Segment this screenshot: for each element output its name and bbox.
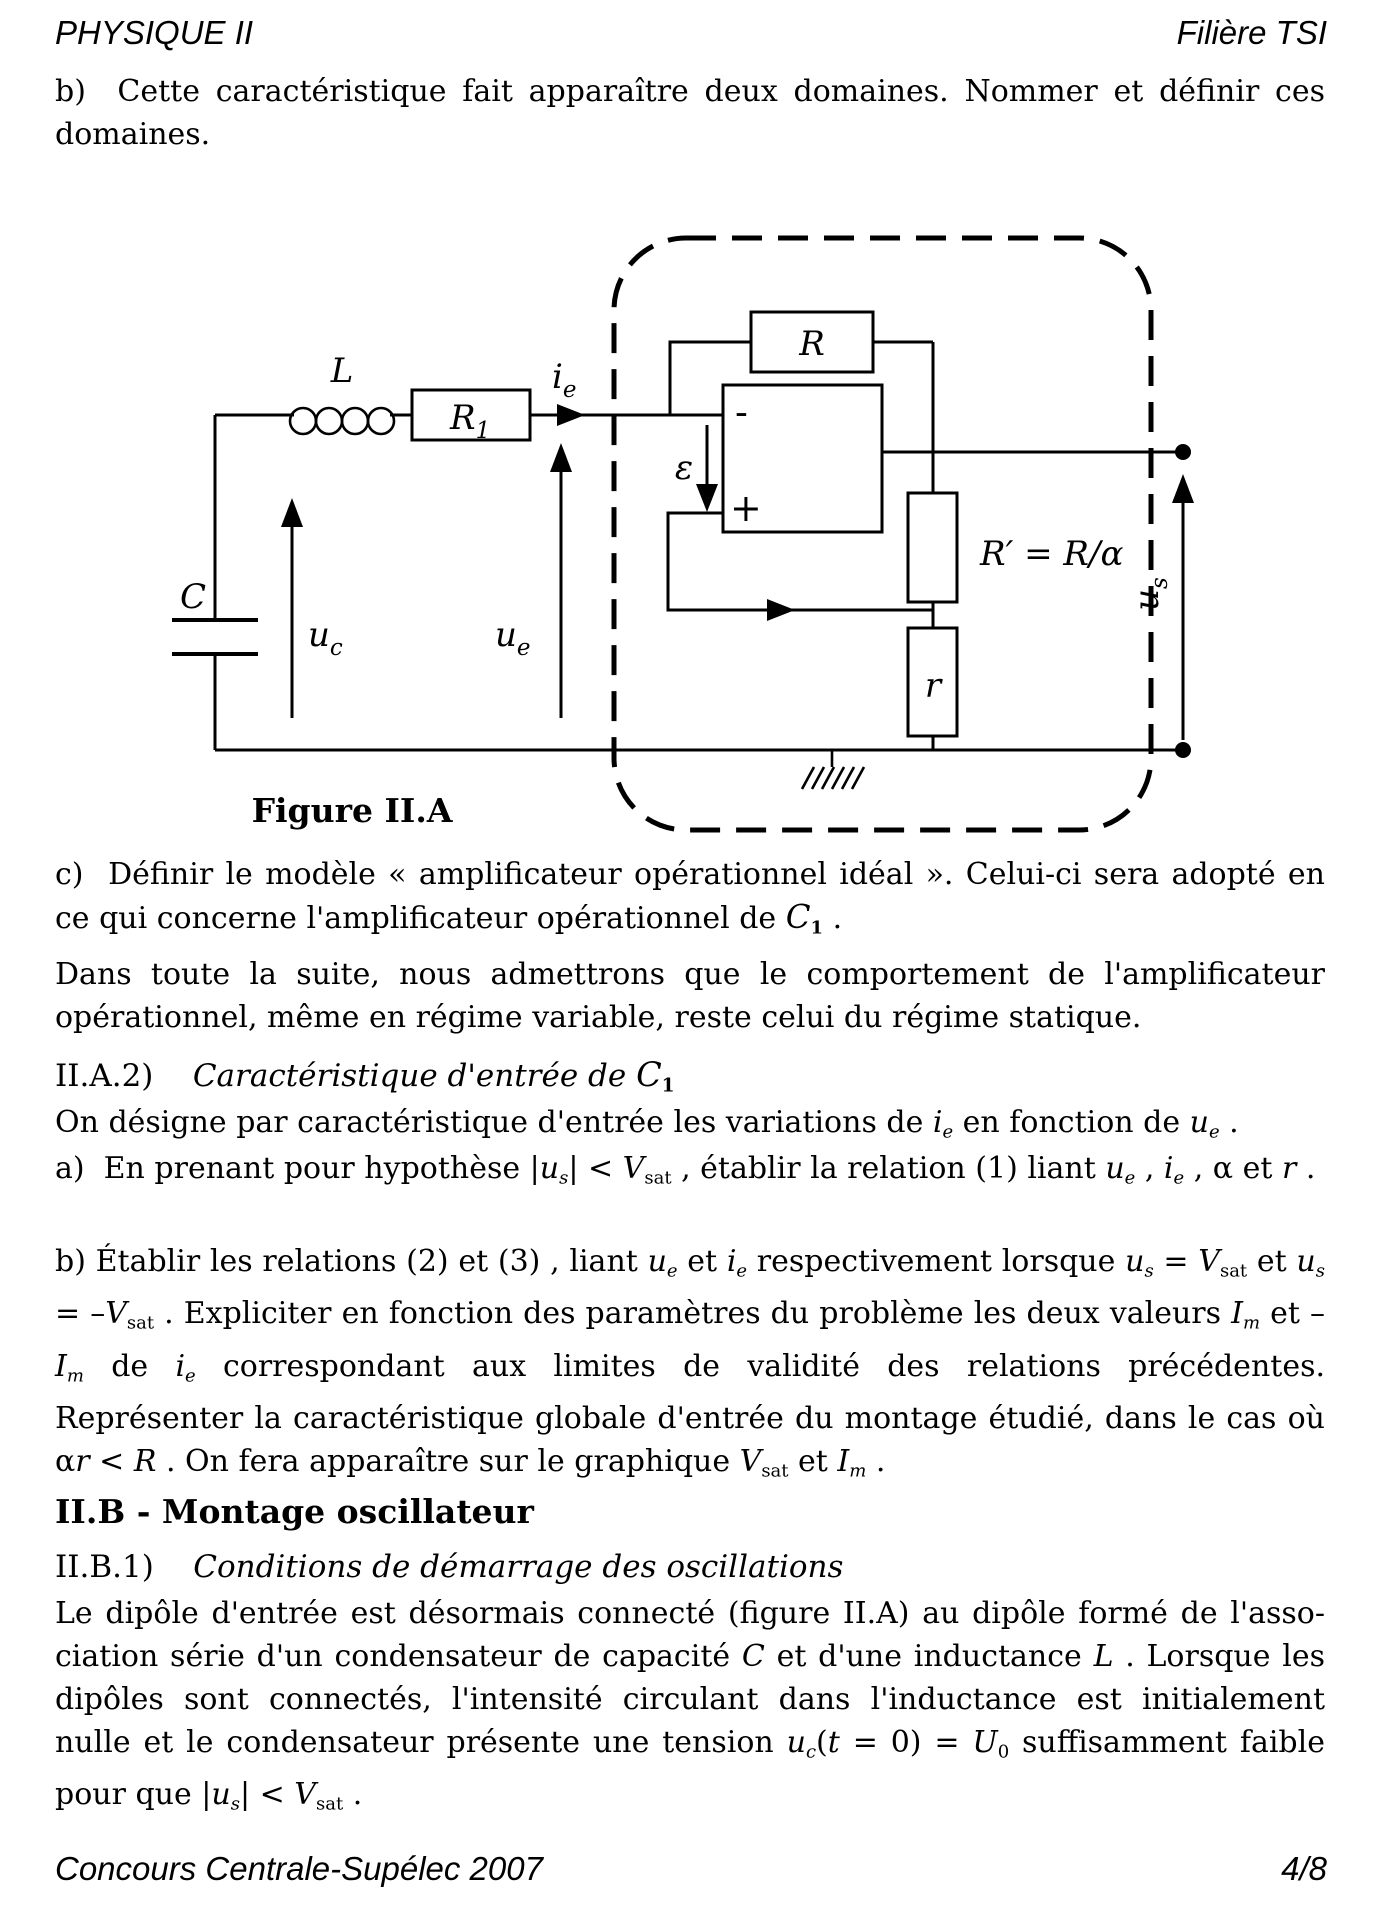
text-segment: e — [1124, 1167, 1136, 1189]
text-segment: liant — [1017, 1151, 1106, 1186]
text-segment: C — [741, 1639, 765, 1674]
text-segment: On désigne par caractéristique d'entrée les variations de — [55, 1105, 933, 1140]
text-segment: . — [1296, 1151, 1316, 1186]
text-segment: a) En prenant pour hypothèse — [55, 1151, 530, 1186]
text-segment: e — [185, 1365, 196, 1387]
text-segment: V — [105, 1296, 127, 1332]
paragraph-le-dipole — [55, 1592, 1325, 1826]
page-header — [55, 14, 1327, 52]
text-segment: suffisamment faible pour que — [55, 1725, 1325, 1813]
text-segment: sat — [1219, 1260, 1248, 1282]
text-segment: Dans toute la suite, nous admettrons que le comportement de l'amplificateur opérationnel, même en régime variable, reste celui du régime statique. — [55, 957, 1325, 1035]
text-segment: . — [1219, 1105, 1239, 1140]
text-segment: m — [66, 1365, 84, 1387]
header-right: Filière TSI — [1176, 14, 1327, 51]
uc-arrow — [281, 498, 343, 718]
text-segment: (1) — [975, 1151, 1018, 1186]
paragraph-question-c — [55, 853, 1325, 949]
text-segment: i — [175, 1348, 186, 1384]
text-segment: | — [201, 1777, 212, 1813]
capacitor — [172, 415, 258, 750]
text-segment: α — [55, 1444, 76, 1480]
text-segment: sat — [315, 1793, 344, 1815]
text-segment: r — [1281, 1151, 1297, 1186]
feedback-r-label: R — [799, 324, 825, 364]
text-segment: et d'une inductance — [764, 1639, 1094, 1674]
text-segment: ( — [816, 1725, 828, 1760]
resistor-r-prime — [908, 493, 1123, 628]
text-segment: u — [1105, 1151, 1125, 1186]
heading-II-B-1 — [55, 1546, 1325, 1589]
text-segment: II.B.1) — [55, 1549, 154, 1585]
text-segment: , — [1135, 1151, 1164, 1186]
text-segment: s — [1144, 1260, 1154, 1282]
text-segment: . — [823, 901, 843, 936]
text-segment: R — [133, 1444, 157, 1480]
text-segment: | — [568, 1151, 579, 1186]
text-segment: (3) — [497, 1244, 541, 1279]
text-segment: de — [83, 1348, 176, 1384]
text-segment: II.A.2) — [55, 1058, 154, 1094]
paragraph-question-b — [55, 70, 1325, 156]
text-segment: m — [849, 1460, 867, 1482]
capacitor-label: C — [179, 577, 207, 617]
text-segment: u — [1189, 1105, 1209, 1140]
text-segment: 0 — [997, 1741, 1010, 1763]
text-segment: s — [559, 1167, 569, 1189]
text-segment: s — [230, 1793, 240, 1815]
text-segment: respectivement lorsque — [747, 1244, 1126, 1279]
text-segment: = — [1153, 1244, 1199, 1279]
text-segment: u — [1296, 1244, 1316, 1279]
text-segment: | < — [239, 1777, 295, 1813]
text-segment: (2) — [406, 1244, 449, 1279]
paragraph-question-b2 — [55, 1240, 1325, 1493]
inductor-label: L — [330, 351, 354, 391]
header-left: PHYSIQUE II — [55, 14, 254, 51]
svg-text:ie: $i_e$ — [552, 357, 577, 403]
text-segment: , α et — [1184, 1151, 1282, 1186]
epsilon-arrow — [675, 425, 718, 512]
footer-right: 4/8 — [1281, 1850, 1327, 1887]
text-segment: 1 — [661, 1075, 675, 1097]
text-segment: e — [942, 1121, 954, 1143]
text-segment: L — [1093, 1639, 1114, 1674]
r-small-label: r — [924, 666, 942, 706]
text-segment: i — [1163, 1151, 1174, 1186]
resistor-r1 — [412, 390, 530, 444]
text-segment: u — [647, 1244, 667, 1279]
text-segment: V — [1198, 1244, 1220, 1279]
epsilon-label: ε — [674, 448, 694, 488]
text-segment: 1 — [810, 917, 824, 939]
text-segment: et — [788, 1444, 838, 1480]
resistor-r-small — [908, 628, 957, 750]
inductor — [215, 351, 412, 434]
text-segment: et — [1247, 1244, 1297, 1279]
text-segment: Le dipôle d'entrée est désormais connecté (figure II.A) au dipôle formé de l'association série d'un condensateur de capacité — [55, 1596, 1325, 1674]
output-node-top — [1175, 444, 1191, 460]
paragraph-question-a — [55, 1147, 1325, 1199]
ground-icon — [802, 750, 864, 789]
uc-label: u — [308, 615, 330, 655]
r1-label: R — [450, 398, 476, 438]
text-segment: m — [1242, 1312, 1261, 1334]
text-segment: et — [448, 1244, 498, 1279]
heading-II-A-2 — [55, 1053, 1325, 1108]
text-segment: Conditions de démarrage des oscillations — [193, 1549, 844, 1585]
text-segment: C — [785, 898, 811, 936]
text-segment: , établir la relation — [671, 1151, 976, 1186]
text-segment: c — [805, 1741, 817, 1763]
text-segment: = 0) = — [839, 1725, 973, 1760]
text-segment: Caractéristique d'entrée de — [192, 1058, 637, 1094]
text-segment: . — [866, 1444, 886, 1480]
text-segment: I — [837, 1444, 850, 1480]
text-segment: e — [1173, 1167, 1185, 1189]
text-segment: i — [726, 1244, 737, 1279]
text-segment: u — [211, 1777, 231, 1813]
text-segment: r — [75, 1444, 90, 1480]
svg-text:R1: $R_1$ — [450, 398, 491, 444]
output-node-bottom — [1175, 742, 1191, 758]
paragraph-dans-toute-la-suite — [55, 953, 1325, 1039]
text-segment: V — [294, 1777, 316, 1813]
text-segment: et – — [1260, 1296, 1325, 1332]
text-segment: b) Établir les relations — [55, 1244, 407, 1279]
text-segment: . Lorsque les dipôles sont connectés, l'intensité circulant dans l'inductance est initialement nulle et le condensateur présente une tension — [55, 1639, 1325, 1760]
text-segment — [153, 1058, 192, 1094]
text-segment: C — [636, 1055, 662, 1094]
text-segment: . — [343, 1777, 363, 1813]
text-segment — [154, 1549, 193, 1585]
opamp-minus-label: - — [735, 390, 748, 434]
paragraph-on-designe — [55, 1101, 1325, 1153]
svg-text:ue: $u_e$ — [495, 615, 531, 661]
r-prime-label: R′ = R/α — [980, 534, 1124, 574]
text-segment: < — [89, 1444, 134, 1480]
text-segment: u — [786, 1725, 806, 1760]
svg-text:us: $u_s$ — [1127, 577, 1173, 611]
text-segment: V — [622, 1151, 645, 1186]
text-segment: U — [972, 1725, 998, 1760]
text-segment: = – — [55, 1296, 106, 1332]
ie-label: i — [552, 357, 563, 397]
figure-caption: Figure II.A — [251, 791, 453, 830]
us-arrow — [1127, 444, 1194, 758]
text-segment: sat — [126, 1312, 155, 1334]
text-segment: e — [1208, 1121, 1220, 1143]
op-amp — [723, 385, 882, 532]
text-segment: . Expliciter en fonction des paramètres du problème les deux valeurs — [154, 1296, 1232, 1332]
text-segment: sat — [761, 1460, 789, 1482]
text-segment: u — [1125, 1244, 1145, 1279]
text-segment: II.B - Montage oscillateur — [55, 1492, 534, 1531]
text-segment: I — [1231, 1296, 1243, 1332]
text-segment: correspondant aux limites de validité des relations précédentes. Représenter la caractéristique globale d'entrée du montage étudié, dans le cas où — [55, 1348, 1325, 1437]
us-label: u — [1127, 588, 1167, 611]
text-segment: en fonction de — [953, 1105, 1190, 1140]
text-segment: c) Définir le modèle « amplificateur opérationnel idéal ». Celui-ci sera adopté en ce qui concerne l'amplificateur opérationnel de — [55, 857, 1325, 936]
svg-text:uc: $u_c$ — [308, 615, 343, 661]
text-segment: et — [677, 1244, 727, 1279]
text-segment: . On fera apparaître sur le graphique — [156, 1444, 740, 1480]
text-segment: , liant — [540, 1244, 648, 1279]
text-segment: < — [578, 1151, 623, 1186]
text-segment: | — [529, 1151, 540, 1186]
text-segment: u — [539, 1151, 560, 1186]
page-footer — [55, 1850, 1327, 1888]
ue-arrow — [495, 443, 572, 718]
text-segment: t — [827, 1725, 840, 1760]
text-segment: V — [739, 1444, 762, 1480]
ue-label: u — [495, 615, 517, 655]
footer-left: Concours Centrale-Supélec 2007 — [55, 1850, 543, 1887]
heading-II-B — [55, 1490, 1325, 1533]
text-segment: e — [736, 1260, 748, 1282]
text-segment: e — [666, 1260, 678, 1282]
text-segment: sat — [644, 1167, 672, 1189]
circuit-figure — [0, 170, 1375, 870]
text-segment: s — [1315, 1260, 1325, 1282]
text-segment: i — [932, 1105, 943, 1140]
text-segment: b) Cette caractéristique fait apparaître deux domaines. Nommer et définir ces domaines. — [55, 74, 1325, 152]
opamp-plus-label: + — [730, 486, 762, 530]
text-segment: I — [55, 1348, 67, 1384]
